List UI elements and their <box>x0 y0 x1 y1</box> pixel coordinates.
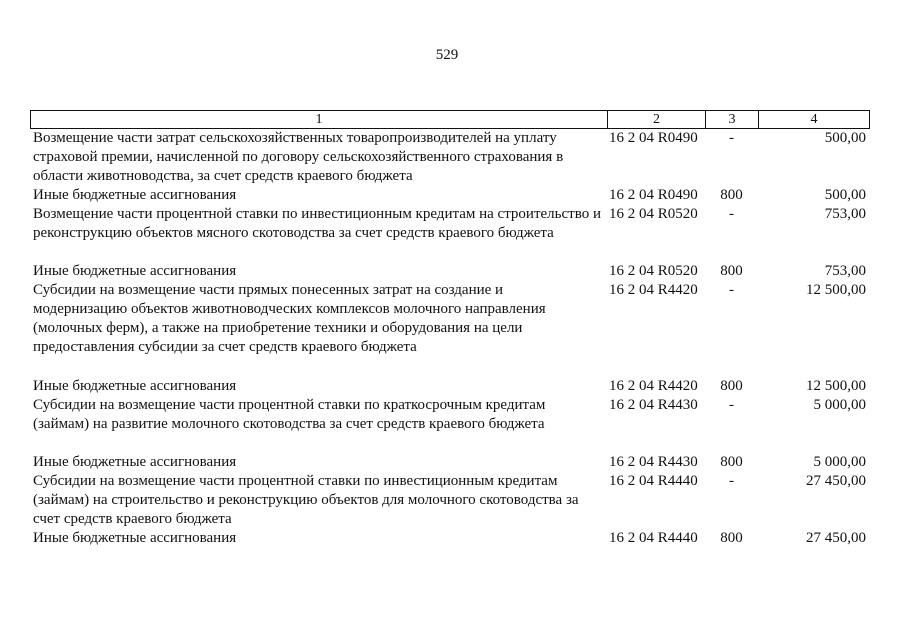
row-code: 16 2 04 R4430 <box>609 454 698 470</box>
description-line: модернизацию объектов животноводческих комплексов молочного направления <box>33 301 546 317</box>
row-type: 800 <box>720 454 743 470</box>
table-row <box>30 529 870 548</box>
table-row <box>30 377 870 396</box>
row-code: 16 2 04 R4440 <box>609 473 698 489</box>
row-code: 16 2 04 R0490 <box>609 187 698 203</box>
description-line: Иные бюджетные ассигнования <box>33 378 237 394</box>
row-description <box>30 262 607 281</box>
header-col-2: 2 <box>607 111 705 128</box>
row-description <box>30 472 607 529</box>
row-description <box>30 281 607 357</box>
table-row <box>30 396 870 434</box>
row-description <box>30 186 607 205</box>
row-amount: 27 450,00 <box>806 530 866 546</box>
row-code: 16 2 04 R4420 <box>609 282 698 298</box>
description-line: области животноводства, за счет средств краевого бюджета <box>33 168 413 184</box>
description-line: Субсидии на возмещение части процентной ставки по краткосрочным кредитам <box>33 397 546 413</box>
row-amount: 5 000,00 <box>813 454 866 470</box>
description-line: Иные бюджетные ассигнования <box>33 454 237 470</box>
table-row <box>30 205 870 243</box>
row-type: - <box>729 473 734 489</box>
table-row <box>30 186 870 205</box>
row-description <box>30 453 607 472</box>
description-line: счет средств краевого бюджета <box>33 511 232 527</box>
description-line: Иные бюджетные ассигнования <box>33 530 237 546</box>
table-body <box>30 129 870 548</box>
header-col-3: 3 <box>705 111 758 128</box>
description-line: Субсидии на возмещение части процентной ставки по инвестиционным кредитам <box>33 473 558 489</box>
description-line: Иные бюджетные ассигнования <box>33 187 237 203</box>
table-header <box>30 110 870 129</box>
row-amount: 500,00 <box>824 130 866 146</box>
row-type: 800 <box>720 530 743 546</box>
description-line: Иные бюджетные ассигнования <box>33 263 237 279</box>
description-line: Субсидии на возмещение части прямых понесенных затрат на создание и <box>33 282 504 298</box>
page-number: 529 <box>435 47 459 63</box>
description-line: (займам) на строительство и реконструкцию объектов для молочного скотоводства за <box>33 492 579 508</box>
row-amount: 5 000,00 <box>813 397 866 413</box>
table-row <box>30 453 870 472</box>
row-code: 16 2 04 R4430 <box>609 397 698 413</box>
row-type: - <box>729 397 734 413</box>
row-type: - <box>729 282 734 298</box>
header-col-1: 1 <box>315 112 323 127</box>
row-type: 800 <box>720 378 743 394</box>
row-type: - <box>729 130 734 146</box>
row-amount: 27 450,00 <box>806 473 866 489</box>
table-row <box>30 262 870 281</box>
row-type: - <box>729 206 734 222</box>
row-amount: 12 500,00 <box>806 378 866 394</box>
row-type: 800 <box>720 263 743 279</box>
row-amount: 12 500,00 <box>806 282 866 298</box>
row-type: 800 <box>720 187 743 203</box>
description-line: Возмещение части затрат сельскохозяйственных товаропроизводителей на уплату <box>33 130 557 146</box>
row-code: 16 2 04 R0520 <box>609 263 698 279</box>
row-code: 16 2 04 R4440 <box>609 530 698 546</box>
row-code: 16 2 04 R0490 <box>609 130 698 146</box>
row-amount: 500,00 <box>824 187 866 203</box>
row-description <box>30 205 607 243</box>
description-line: (молочных ферм), а также на приобретение техники и оборудования на цели <box>33 320 523 336</box>
table-row <box>30 129 870 186</box>
row-description <box>30 129 607 186</box>
row-amount: 753,00 <box>824 263 866 279</box>
row-code: 16 2 04 R4420 <box>609 378 698 394</box>
row-code: 16 2 04 R0520 <box>609 206 698 222</box>
table-row <box>30 472 870 529</box>
description-line: реконструкцию объектов мясного скотоводства за счет средств краевого бюджета <box>33 225 554 241</box>
description-line: (займам) на развитие молочного скотоводства за счет средств краевого бюджета <box>33 416 545 432</box>
table-row <box>30 281 870 357</box>
row-description <box>30 377 607 396</box>
row-amount: 753,00 <box>824 206 866 222</box>
header-col-4: 4 <box>758 111 869 128</box>
description-line: страховой премии, начисленной по договору сельскохозяйственного страхования в <box>33 149 564 165</box>
row-description <box>30 396 607 434</box>
row-description <box>30 529 607 548</box>
description-line: предоставления субсидии за счет средств краевого бюджета <box>33 339 417 355</box>
description-line: Возмещение части процентной ставки по инвестиционным кредитам на строительство и <box>33 206 601 222</box>
